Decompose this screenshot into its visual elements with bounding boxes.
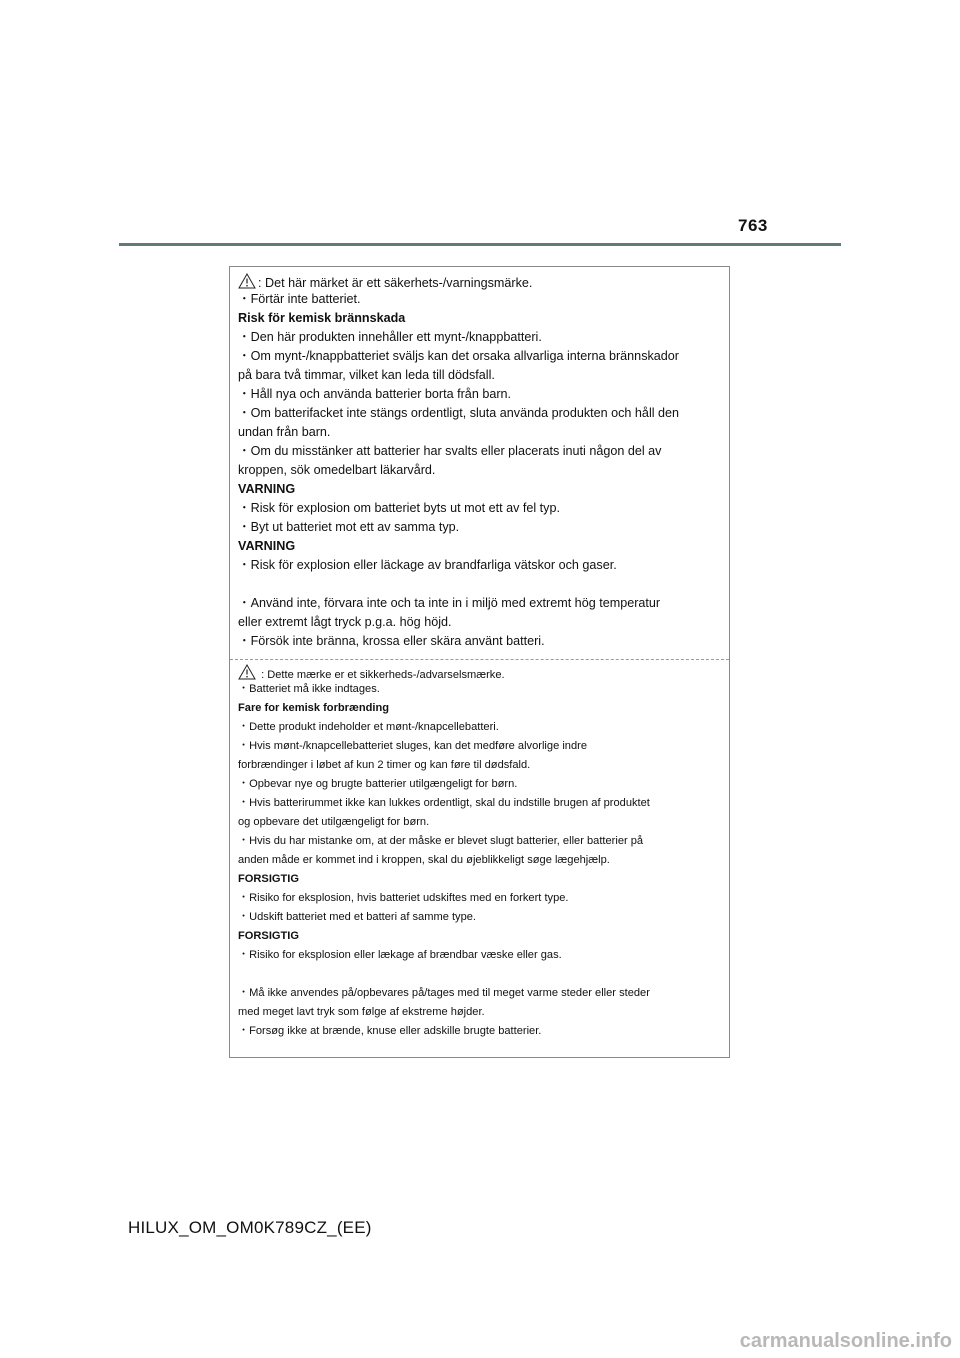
danish-line: ・Udskift batteriet med et batteri af samme type. bbox=[238, 911, 476, 923]
swedish-line: ・Använd inte, förvara inte och ta inte in i miljö med extremt hög temperatur bbox=[238, 596, 661, 610]
danish-line: ・Dette produkt indeholder et mønt-/knapcellebatteri. bbox=[238, 721, 499, 733]
danish-line: ・Hvis du har mistanke om, at der måske er blevet slugt batterier, eller batterier på bbox=[238, 835, 644, 847]
danish-heading: Fare for kemisk forbrænding bbox=[238, 702, 390, 714]
danish-line: med meget lavt tryk som følge af ekstreme højder. bbox=[238, 1006, 485, 1018]
swedish-line: undan från barn. bbox=[238, 425, 331, 439]
watermark: carmanualsonline.info bbox=[739, 1330, 952, 1352]
swedish-line: ・Om batterifacket inte stängs ordentligt, sluta använda produkten och håll den bbox=[238, 406, 680, 420]
danish-line: forbrændinger i løbet af kun 2 timer og kan føre til dødsfald. bbox=[238, 759, 531, 771]
swedish-line: ・Förtär inte batteriet. bbox=[238, 292, 361, 306]
swedish-line: eller extremt lågt tryck p.g.a. hög höjd. bbox=[238, 615, 452, 629]
swedish-heading: Risk för kemisk brännskada bbox=[238, 311, 406, 325]
danish-caution-heading: FORSIGTIG bbox=[238, 930, 300, 942]
warning-triangle-icon bbox=[238, 664, 256, 680]
swedish-line: ・Om du misstänker att batterier har svalts eller placerats inuti någon del av bbox=[238, 444, 662, 458]
swedish-line: ・Försök inte bränna, krossa eller skära använt batteri. bbox=[238, 634, 545, 648]
swedish-warning-heading: VARNING bbox=[238, 539, 296, 553]
warning-triangle-icon bbox=[238, 273, 256, 289]
danish-section bbox=[230, 659, 729, 1057]
danish-mark-text: : Dette mærke er et sikkerheds-/advarselsmærke. bbox=[258, 669, 505, 681]
page-number: 763 bbox=[738, 216, 768, 235]
danish-line: anden måde er kommet ind i kroppen, skal du øjeblikkeligt søge lægehjælp. bbox=[238, 854, 610, 866]
swedish-section bbox=[230, 267, 729, 659]
battery-warning-box bbox=[229, 266, 730, 1058]
swedish-mark-line bbox=[238, 273, 723, 291]
swedish-line: ・Om mynt-/knappbatteriet sväljs kan det orsaka allvarliga interna brännskador bbox=[238, 349, 679, 363]
swedish-line: ・Risk för explosion eller läckage av brandfarliga vätskor och gaser. bbox=[238, 558, 617, 572]
danish-line: ・Forsøg ikke at brænde, knuse eller adskille brugte batterier. bbox=[238, 1025, 542, 1037]
header-rule bbox=[119, 243, 841, 246]
swedish-mark-text: : Det här märket är ett säkerhets-/varningsmärke. bbox=[258, 276, 533, 290]
swedish-line: ・Den här produkten innehåller ett mynt-/knappbatteri. bbox=[238, 330, 542, 344]
danish-line: og opbevare det utilgængeligt for børn. bbox=[238, 816, 430, 828]
danish-line: ・Opbevar nye og brugte batterier utilgængeligt for børn. bbox=[238, 778, 518, 790]
swedish-line: kroppen, sök omedelbart läkarvård. bbox=[238, 463, 436, 477]
swedish-line: ・Byt ut batteriet mot ett av samma typ. bbox=[238, 520, 460, 534]
danish-line: ・Hvis batterirummet ikke kan lukkes ordentligt, skal du indstille brugen af produktet bbox=[238, 797, 650, 809]
danish-line: ・Batteriet må ikke indtages. bbox=[238, 683, 380, 695]
danish-caution-heading: FORSIGTIG bbox=[238, 873, 300, 885]
swedish-warning-heading: VARNING bbox=[238, 482, 296, 496]
swedish-line: ・Håll nya och använda batterier borta från barn. bbox=[238, 387, 512, 401]
danish-line: ・Risiko for eksplosion, hvis batteriet udskiftes med en forkert type. bbox=[238, 892, 569, 904]
swedish-line: på bara två timmar, vilket kan leda till dödsfall. bbox=[238, 368, 495, 382]
danish-mark-line bbox=[238, 664, 723, 682]
danish-line: ・Risiko for eksplosion eller lækage af brændbar væske eller gas. bbox=[238, 949, 562, 961]
swedish-line: ・Risk för explosion om batteriet byts ut mot ett av fel typ. bbox=[238, 501, 560, 515]
document-footer-id: HILUX_OM_OM0K789CZ_(EE) bbox=[128, 1218, 372, 1237]
danish-line: ・Hvis mønt-/knapcellebatteriet sluges, kan det medføre alvorlige indre bbox=[238, 740, 587, 752]
danish-line: ・Må ikke anvendes på/opbevares på/tages med til meget varme steder eller steder bbox=[238, 987, 650, 999]
